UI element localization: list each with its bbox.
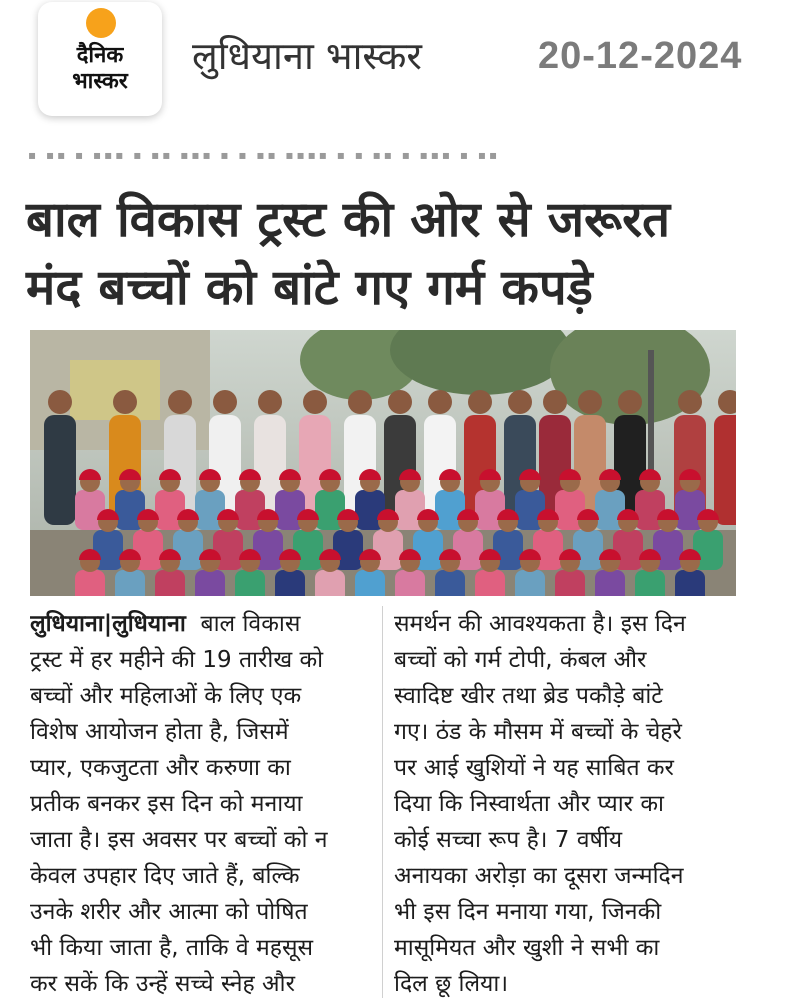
adult-head: [543, 390, 567, 414]
logo-text-line1: दैनिक: [76, 43, 124, 68]
column-line: बच्चों को गर्म टोपी, कंबल और: [394, 647, 647, 673]
headline-line-1: बाल विकास ट्रस्ट की ओर से जरूरत: [26, 191, 671, 248]
edition-name: लुधियाना भास्कर: [192, 34, 422, 78]
column-line: स्वादिष्ट खीर तथा ब्रेड पकौड़े बांटे: [394, 683, 663, 709]
column-line: कर सकें कि उन्हें सच्चे स्नेह और: [30, 971, 295, 997]
child-figure: [435, 570, 465, 596]
adult-head: [48, 390, 72, 414]
dainik-bhaskar-logo: [38, 2, 162, 116]
publication-date: 20-12-2024: [538, 35, 743, 77]
adult-figure: [44, 415, 76, 525]
column-line: जाता है। इस अवसर पर बच्चों को न: [30, 827, 328, 853]
logo-text-line2: भास्कर: [72, 69, 128, 94]
adult-head: [618, 390, 642, 414]
adult-head: [113, 390, 137, 414]
column-line: दिल छू लिया।: [394, 971, 509, 997]
column-line: प्रतीक बनकर इस दिन को मनाया: [30, 791, 303, 817]
child-figure: [195, 570, 225, 596]
child-figure: [675, 570, 705, 596]
column-line: उनके शरीर और आत्मा को पोषित: [30, 899, 308, 925]
column-line: बच्चों और महिलाओं के लिए एक: [30, 683, 302, 709]
adult-figure: [714, 415, 736, 525]
adult-head: [348, 390, 372, 414]
column-line: भी इस दिन मनाया गया, जिनकी: [394, 899, 662, 925]
dateline: लुधियाना|लुधियाना: [30, 611, 186, 637]
column-divider: [382, 606, 383, 998]
child-figure: [275, 570, 305, 596]
child-figure: [75, 570, 105, 596]
child-figure: [315, 570, 345, 596]
column-line: पर आई खुशियों ने यह साबित कर: [394, 755, 674, 781]
adult-head: [428, 390, 452, 414]
article-column-right: [394, 606, 740, 1002]
adult-head: [508, 390, 532, 414]
child-figure: [555, 570, 585, 596]
column-line: भी किया जाता है, ताकि वे महसूस: [30, 935, 314, 961]
adult-head: [213, 390, 237, 414]
column-line: दिया कि निस्वार्थता और प्यार का: [394, 791, 665, 817]
column-line: ट्रस्ट में हर महीने की 19 तारीख को: [30, 647, 324, 673]
column-line-text: बाल विकास: [200, 611, 301, 637]
adult-head: [303, 390, 327, 414]
column-line: अनायका अरोड़ा का दूसरा जन्मदिन: [394, 863, 684, 889]
column-line: गए। ठंड के मौसम में बच्चों के चेहरे: [394, 719, 682, 745]
adult-head: [168, 390, 192, 414]
child-figure: [515, 570, 545, 596]
group-photo-illustration: [30, 330, 736, 596]
article-headline: [26, 186, 766, 322]
cropped-text-strip: ▪ ▪▪ ▪ ▪▪▪ ▪ ▪▪ ▪▪▪ ▪ ▪ ▪▪ ▪▪▪▪ ▪ ▪ ▪▪ ▪ ▪▪▪ ▪ ▪▪: [28, 148, 501, 162]
column-line: समर्थन की आवश्यकता है। इस दिन: [394, 611, 686, 637]
child-figure: [635, 570, 665, 596]
article-column-left: [30, 606, 370, 1002]
column-line: [30, 606, 370, 642]
column-line: मासूमियत और खुशी ने सभी का: [394, 935, 660, 961]
child-figure: [395, 570, 425, 596]
child-figure: [155, 570, 185, 596]
child-figure: [595, 570, 625, 596]
column-line: केवल उपहार दिए जाते हैं, बल्कि: [30, 863, 300, 889]
article-photo: [30, 330, 736, 596]
child-figure: [355, 570, 385, 596]
child-figure: [475, 570, 505, 596]
adult-head: [388, 390, 412, 414]
adult-head: [258, 390, 282, 414]
adult-head: [678, 390, 702, 414]
child-figure: [115, 570, 145, 596]
headline-line-2: मंद बच्चों को बांटे गए गर्म कपड़े: [26, 259, 593, 316]
adult-head: [468, 390, 492, 414]
column-line: प्यार, एकजुटता और करुणा का: [30, 755, 291, 781]
column-line: कोई सच्चा रूप है। 7 वर्षीय: [394, 827, 623, 853]
adult-head: [578, 390, 602, 414]
child-figure: [235, 570, 265, 596]
sun-icon: [86, 8, 116, 38]
column-line: विशेष आयोजन होता है, जिसमें: [30, 719, 289, 745]
newspaper-header: [0, 0, 804, 130]
